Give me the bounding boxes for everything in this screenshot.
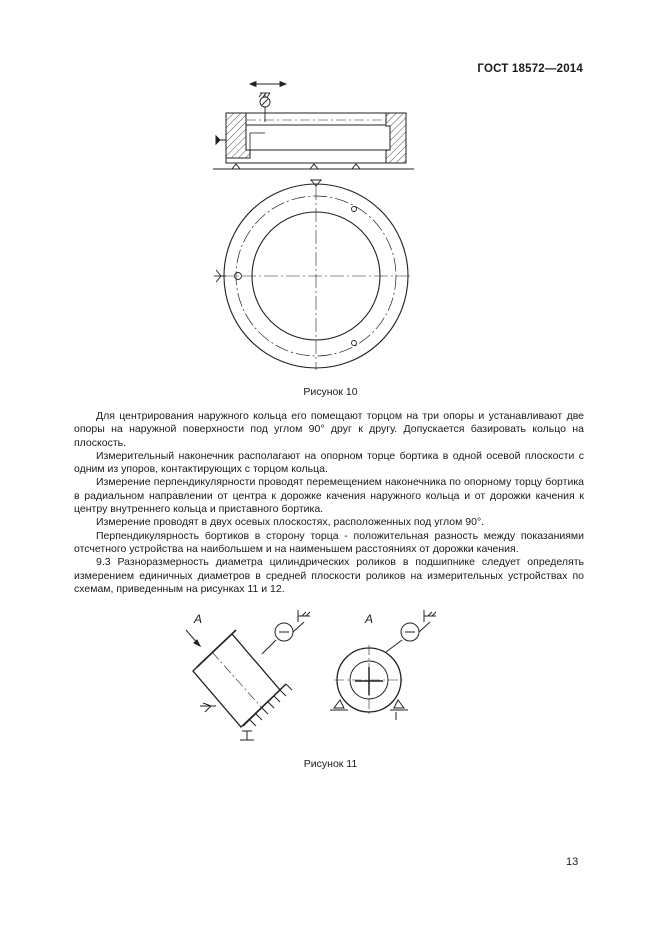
ring-plan-view	[214, 180, 410, 370]
figure-10-drawing	[0, 0, 661, 400]
ring-section-view	[213, 113, 414, 169]
view-label-left: А	[194, 612, 203, 626]
roller-side-view	[186, 630, 292, 740]
paragraph-3: Измерение перпендикулярности проводят перемещением наконечника по опорному торцу бортика в радиальном направлении от центра к дорожке качения наружного кольца и от дорожки качения к центру внутреннего кольца и приставного бортика.	[74, 476, 584, 516]
roller-end-view	[330, 645, 408, 720]
paragraph-2: Измерительный наконечник располагают на опорном торце бортика в одной осевой плоскости с одним из упоров, контактирующих с торцом кольца.	[74, 449, 584, 476]
paragraph-1: Для центрирования наружного кольца его помещают торцом на три опоры и устанавливают две опоры на наружной поверхности под углом 90° друг к другу. Допускается базировать кольцо на плоскость.	[74, 410, 584, 449]
view-label-right: А	[365, 612, 374, 626]
dial-indicator-icon	[259, 93, 270, 122]
figure-10-caption: Рисунок 10	[303, 386, 358, 398]
dial-indicator-right-icon	[386, 610, 436, 652]
movement-arrow	[250, 82, 286, 87]
document-code: ГОСТ 18572—2014	[477, 63, 583, 75]
paragraph-5: Перпендикулярность бортиков в сторону торца - положительная разность между показаниями отсчетного устройства на наибольшем и на наименьшем расстояниях от дорожки качения.	[74, 529, 584, 555]
figure-11-drawing	[0, 600, 661, 760]
paragraph-4: Измерение проводят в двух осевых плоскостях, расположенных под углом 90°.	[96, 516, 485, 529]
dial-indicator-left-icon	[262, 610, 310, 654]
body-text	[74, 410, 584, 596]
page-number: 13	[566, 856, 579, 868]
figure-11-caption: Рисунок 11	[303, 758, 358, 770]
paragraph-6: 9.3 Разноразмерность диаметра цилиндрических роликов в подшипнике следует определять измерением единичных диаметров в средней плоскости роликов на измерительных устройствах по схемам, приведенным на рисунках 11 и 12.	[74, 556, 584, 595]
